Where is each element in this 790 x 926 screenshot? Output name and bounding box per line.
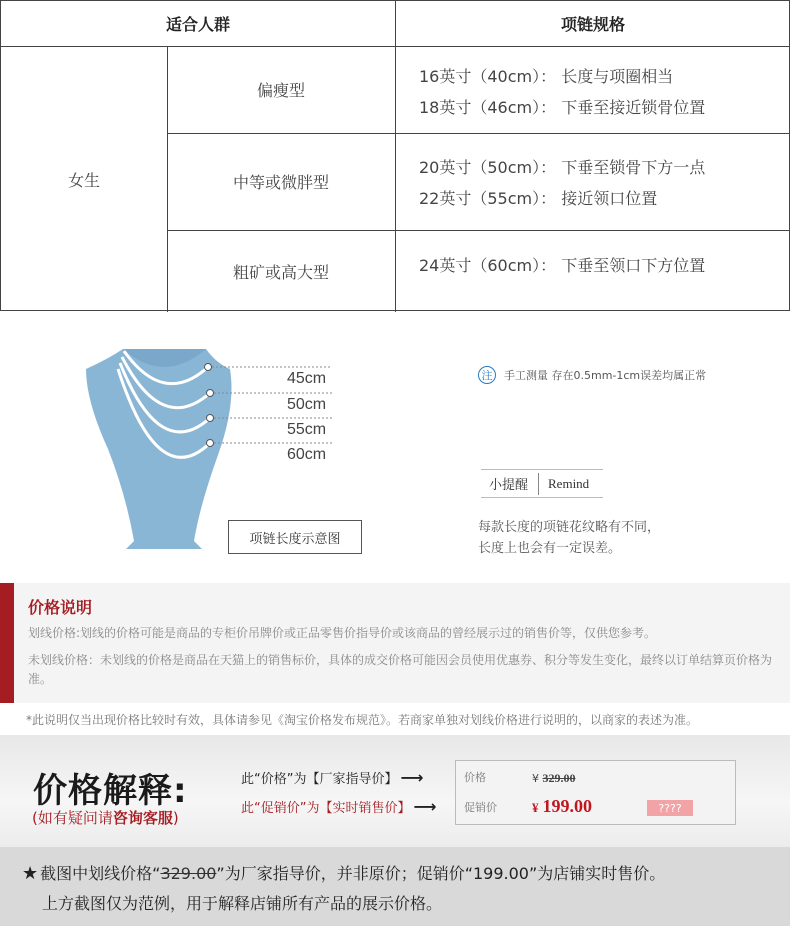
promo-price-label: 促销价 [464,801,497,814]
promo-price-value: 199.00 [542,796,592,816]
price-info-strikethrough-desc: 划线价格:划线的价格可能是商品的专柜价吊牌价或正品零售价指导价或该商品的曾经展示过的销售价等，仅供您参考。 [28,626,657,640]
spec-group-slim [419,61,705,123]
star-icon: ★ [22,863,39,884]
spec-line: 18英寸（46cm）： 下垂至接近锁骨位置 [419,98,706,117]
original-price [532,771,576,786]
body-type-large: 粗矿或高大型 [232,262,329,282]
remind-label-en: Remind [548,475,590,491]
statement-struck-price: 329.00 [160,864,217,883]
statement-text: 截图中划线价格“ [40,864,161,883]
price-example-box [455,760,736,825]
length-label-45: 45cm [287,370,327,387]
price-statement [0,847,790,926]
subtitle-prefix: (如有疑问请 [32,809,113,827]
size-table [0,0,790,311]
arrow-right-icon: ⟶ [413,797,437,816]
spec-line: 20英寸（50cm）： 下垂至锁骨下方一点 [419,158,706,177]
explain-guide-price [241,768,423,787]
explain-guide-price-text: 此“价格”为【厂家指导价】 [241,772,398,787]
statement-line-1 [22,861,665,884]
statement-text: ”为厂家指导价，并非原价；促销价“199.00”为店铺实时售价。 [216,864,666,883]
length-label-55: 55cm [287,421,327,438]
spec-group-large [419,250,705,281]
body-type-medium: 中等或微胖型 [232,173,329,192]
spec-group-medium [419,152,705,214]
original-price-value: 329.00 [542,771,576,785]
remind-text [478,517,660,559]
price-explain-banner [0,735,790,847]
note-icon: 注 [478,366,496,384]
price-explain-title: 价格解释: [33,771,188,811]
currency-symbol: ¥ [532,800,539,815]
header-necklace-spec: 项链规格 [560,15,625,34]
price-info-block [0,583,790,703]
subtitle-suffix: ) [172,809,179,827]
spec-line: 22英寸（55cm）： 接近领口位置 [419,189,658,208]
price-info-title: 价格说明 [28,598,93,617]
price-info-footnote: *此说明仅当出现价格比较时有效，具体请参见《淘宝价格发布规范》。若商家单独对划线价格进行说明的，以商家的表述为准。 [26,713,699,727]
body-type-slim: 偏瘦型 [256,81,305,100]
remind-line: 每款长度的项链花纹略有不同， [478,520,661,535]
length-label-60: 60cm [287,446,327,463]
arrow-right-icon: ⟶ [400,768,424,787]
remind-label-cn: 小提醒 [481,473,539,495]
spec-line: 24英寸（60cm）： 下垂至领口下方位置 [419,256,706,275]
explain-promo-price [241,797,436,816]
statement-line-2: 上方截图仅为范例，用于解释店铺所有产品的展示价格。 [42,894,443,913]
contact-service-link[interactable]: 咨询客服 [112,809,173,827]
remind-label [481,469,603,498]
column-divider-main [395,1,396,312]
currency-symbol: ¥ [532,772,539,785]
price-explain-subtitle [32,807,179,828]
diagram-caption: 项链长度示意图 [228,520,362,554]
promo-price [532,796,592,817]
gender-label: 女生 [67,170,100,190]
price-info-unstruck-desc: 未划线价格：未划线的价格是商品在天猫上的销售标价，具体的成交价格可能因会员使用优惠券、积分等发生变化，最终以订单结算页价格为准。 [28,653,773,686]
spec-line: 16英寸（40cm）： 长度与项圈相当 [419,67,674,86]
price-label: 价格 [464,771,486,784]
measurement-note [478,366,706,384]
length-label-50: 50cm [287,396,327,413]
remind-line: 长度上也会有一定误差。 [478,541,622,556]
header-target-group: 适合人群 [165,15,230,34]
measurement-note-text: 手工测量 存在0.5mm-1cm误差均属正常 [504,369,707,382]
promo-tag: ???? [647,800,693,816]
explain-promo-price-text: 此“促销价”为【实时销售价】 [241,801,411,816]
